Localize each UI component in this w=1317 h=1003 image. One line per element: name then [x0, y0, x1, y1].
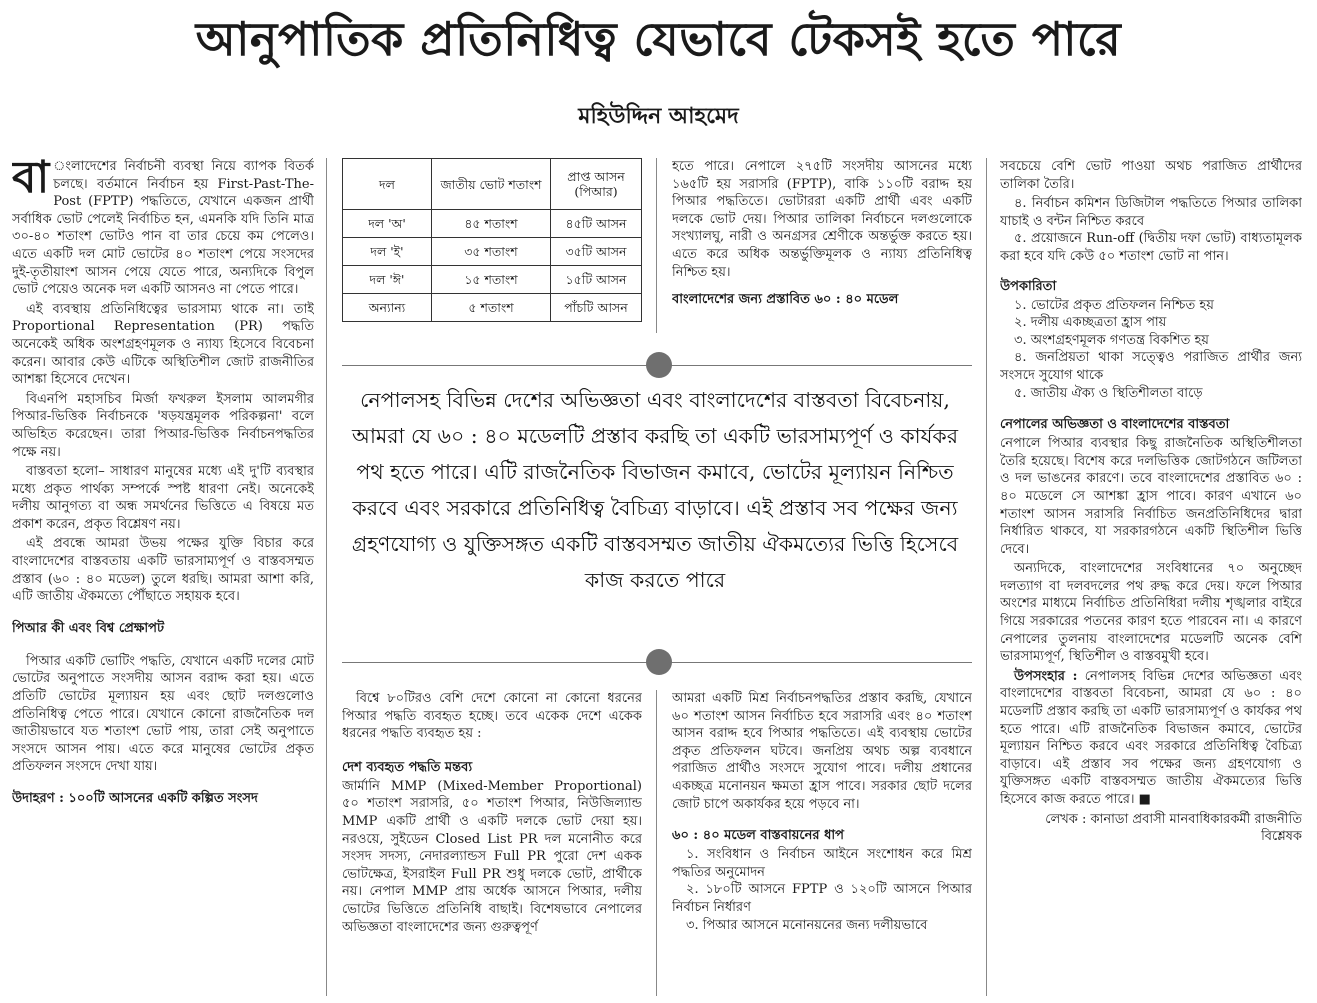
table-cell: ১৫ শতাংশ: [432, 266, 551, 294]
table-cell: ১৫টি আসন: [551, 266, 642, 294]
paragraph: সবচেয়ে বেশি ভোট পাওয়া অথচ পরাজিত প্রার্থীদের তালিকা তৈরি।: [1000, 159, 1302, 192]
column-divider: [656, 158, 657, 333]
drop-cap: বা: [12, 158, 50, 203]
table-header-cell: প্রাপ্ত আসন (পিআর): [551, 159, 642, 210]
pullquote-top-dot: [646, 352, 672, 378]
column-divider: [326, 158, 327, 996]
table-header-cell: জাতীয় ভোট শতাংশ: [432, 159, 551, 210]
table-cell: ৩৫ শতাংশ: [432, 238, 551, 266]
column-4: [1000, 158, 1302, 998]
paragraph: বিশ্বে ৮০টিরও বেশি দেশে কোনো না কোনো ধরনের পিআর পদ্ধতি ব্যবহৃত হচ্ছে। তবে একেক দেশে একেক ধরনের পদ্ধতি ব্যবহৃত হয় :: [342, 691, 642, 742]
paragraph: বিএনপি মহাসচিব মির্জা ফখরুল ইসলাম আলমগীর পিআর-ভিত্তিক নির্বাচনকে 'ষড়যন্ত্রমূলক পরিকল্পনা' বলে অভিহিত করেছেন। তারা পিআর-ভিত্তিক নির্বাচনপদ্ধতির পক্ষে নয়।: [12, 391, 314, 460]
section-heading: ৬০ : ৪০ মডেল বাস্তবায়নের ধাপ: [672, 828, 844, 844]
paragraph: এই প্রবন্ধে আমরা উভয় পক্ষের যুক্তি বিচার করে বাংলাদেশের বাস্তবতায় একটি ভারসাম্যপূর্ণ ও বাস্তবসম্মত প্রস্তাব (৬০ : ৪০ মডেল) তুলে ধরছি। আমরা আশা করি, এটি জাতীয় ঐকমত্যে পৌঁছাতে সহায়ক হবে।: [12, 536, 314, 605]
list-item: ৫. প্রয়োজনে Run-off (দ্বিতীয় দফা ভোট) বাধ্যতামূলক করা হবে যদি কেউ ৫০ শতাংশ ভোট না পান।: [1000, 231, 1302, 264]
list-item: ৫. জাতীয় ঐক্য ও স্থিতিশীলতা বাড়ে: [1014, 385, 1203, 401]
table-cell: ৪৫টি আসন: [551, 210, 642, 238]
list-item: ১. সংবিধান ও নির্বাচন আইনে সংশোধন করে মিশ্র পদ্ধতির অনুমোদন: [672, 847, 972, 880]
steps-list: [1000, 195, 1302, 265]
column-divider: [656, 690, 657, 996]
column-3-bottom: [672, 690, 972, 996]
column-3-top: [672, 158, 972, 338]
column-1: [12, 158, 314, 998]
conclusion-label: উপসংহার :: [1014, 668, 1078, 684]
list-item: ৩. পিআর আসনে মনোনয়নের জন্য দলীয়ভাবে: [686, 917, 928, 933]
list-item: ২. ১৮০টি আসনে FPTP ও ১২০টি আসনে পিআর নির্বাচন নির্ধারণ: [672, 882, 972, 915]
pullquote-bottom-dot: [646, 649, 672, 675]
section-heading: দেশ ব্যবহৃত পদ্ধতি মন্তব্য: [342, 759, 473, 775]
table-cell: ৫ শতাংশ: [432, 294, 551, 322]
section-heading: পিআর কী এবং বিশ্ব প্রেক্ষাপট: [12, 620, 165, 636]
steps-list: [672, 846, 972, 934]
benefits-list: [1000, 297, 1302, 403]
table-cell: পাঁচটি আসন: [551, 294, 642, 322]
list-item: ১. ভোটের প্রকৃত প্রতিফলন নিশ্চিত হয়: [1014, 297, 1214, 313]
table-cell: দল 'ঈ': [343, 266, 432, 294]
paragraph: জার্মানি MMP (Mixed-Member Proportional) ৫০ শতাংশ সরাসরি, ৫০ শতাংশ পিআর, নিউজিল্যান্ড MMP একটি প্রার্থী ও একটি দলকে ভোট দেয়া হয়। নরওয়ে, সুইডেন Closed List PR দল মনোনীত করে সংসদ সদস্য, নেদারল্যান্ডস Full PR পুরো দেশ একক ভোটক্ষেত্র, ইসরাইল Full PR শুধু দলকে ভোট, প্রার্থীকে নয়। নেপাল MMP প্রায় অর্ধেক আসনে পিআর, দলীয় ভোটের ভিত্তিতে প্রতিনিধি বাছাই। বিশেষভাবে নেপালের অভিজ্ঞতা বাংলাদেশের জন্য গুরুত্বপূর্ণ: [342, 778, 642, 935]
table-header-cell: দল: [343, 159, 432, 210]
table-row: [343, 210, 642, 238]
intro-paragraph: বা ংলাদেশের নির্বাচনী ব্যবস্থা নিয়ে ব্যাপক বিতর্ক চলছে। বর্তমানে নির্বাচন হয় First-Past-The-Post (FPTP) পদ্ধতিতে, যেখানে একজন প্রার্থী সর্বাধিক ভোট পেলেই নির্বাচিত হন, এমনকি যদি তিনি মাত্র ৩০-৪০ শতাংশ ভোটও পান বা তার চেয়ে কম পেলেও। এতে একটি দল মোট ভোটের ৪০ শতাংশ পেয়ে সংসদের দুই-তৃতীয়াংশ আসন পেয়ে যেতে পারে, অন্যদিকে বিপুল ভোট পেয়েও অনেক দল একটি আসনও না পেতে পারে।: [12, 158, 314, 298]
article-headline: আনুপাতিক প্রতিনিধিত্ব যেভাবে টেকসই হতে পারে: [195, 12, 1122, 66]
paragraph: বাস্তবতা হলো– সাধারণ মানুষের মধ্যে এই দু'টি ব্যবস্থার মধ্যে প্রকৃত পার্থক্য সম্পর্কে স্পষ্ট ধারণা নেই। অনেকেই দলীয় আনুগত্য বা অন্ধ সমর্থনের ভিত্তিতে এ বিষয়ে মত প্রকাশ করেন, প্রকৃত বিশ্লেষণ নয়।: [12, 464, 314, 532]
paragraph: অন্যদিকে, বাংলাদেশের সংবিধানের ৭০ অনুচ্ছেদ দলত্যাগ বা দলবদলের পথ রুদ্ধ করে দেয়। ফলে পিআর অংশের মাধ্যমে নির্বাচিত প্রতিনিধিরা দলীয় শৃঙ্খলার বাইরে গিয়ে সরকারের পতনের কারণ হতে পারবেন না। এ কারণে নেপালের তুলনায় বাংলাদেশের মডেলটি অনেক বেশি ভারসাম্যপূর্ণ, স্থিতিশীল ও বাস্তবমুখী হবে।: [1000, 561, 1302, 665]
author-byline: মহিউদ্দিন আহমেদ: [578, 103, 739, 129]
table-cell: ৩৫টি আসন: [551, 238, 642, 266]
table-header-row: [343, 159, 642, 210]
table-cell: অন্যান্য: [343, 294, 432, 322]
section-heading: বাংলাদেশের জন্য প্রস্তাবিত ৬০ : ৪০ মডেল: [672, 292, 899, 308]
table-cell: দল 'ই': [343, 238, 432, 266]
table-row: [343, 294, 642, 322]
list-item: ৪. নির্বাচন কমিশন ডিজিটাল পদ্ধতিতে পিআর তালিকা যাচাই ও বন্টন নিশ্চিত করবে: [1000, 196, 1302, 229]
table-row: [343, 238, 642, 266]
column-2-bottom: [342, 690, 642, 996]
column-divider: [986, 158, 987, 996]
section-heading: নেপালের অভিজ্ঞতা ও বাংলাদেশের বাস্তবতা: [1000, 417, 1230, 433]
section-heading: উদাহরণ : ১০০টি আসনের একটি কল্পিত সংসদ: [12, 791, 258, 806]
pull-quote: নেপালসহ বিভিন্ন দেশের অভিজ্ঞতা এবং বাংলাদেশের বাস্তবতা বিবেচনায়, আমরা যে ৬০ : ৪০ মডেলটি প্রস্তাব করছি তা একটি ভারসাম্যপূর্ণ ও কার্যকর পথ হতে পারে। এটি রাজনৈতিক বিভাজন কমাবে, ভোটের মূল্যায়ন নিশ্চিত করবে এবং সরকারে প্রতিনিধিত্ব বৈচিত্র্য বাড়াবে। এই প্রস্তাব সব পক্ষের জন্য গ্রহণযোগ্য ও যুক্তিসঙ্গত একটি বাস্তবসম্মত জাতীয় ঐকমত্যের ভিত্তি হিসেবে কাজ করতে পারে: [351, 388, 959, 592]
paragraph: আমরা একটি মিশ্র নির্বাচনপদ্ধতির প্রস্তাব করছি, যেখানে ৬০ শতাংশ আসন নির্বাচিত হবে সরাসরি এবং ৪০ শতাংশ আসন বরাদ্দ হবে পিআর পদ্ধতিতে। এই ব্যবস্থায় ভোটের প্রকৃত প্রতিফলন ঘটবে। জনপ্রিয় অথচ অল্প ব্যবধানে পরাজিত প্রার্থীও সংসদে সুযোগ পাবে। দলীয় প্রধানের একচ্ছত্র মনোনয়ন ক্ষমতা হ্রাস পাবে। সরকার ছোট দলের জোট চাপে অকার্যকর হয়ে পড়বে না।: [672, 691, 972, 812]
conclusion-paragraph: উপসংহার : নেপালসহ বিভিন্ন দেশের অভিজ্ঞতা এবং বাংলাদেশের বাস্তবতা বিবেচনা, আমরা যে ৬০ : ৪০ মডেলটি প্রস্তাব করছি তা একটি ভারসাম্যপূর্ণ ও কার্যকর পথ হতে পারে। এটি রাজনৈতিক বিভাজন কমাবে, ভোটের মূল্যায়ন নিশ্চিত করবে এবং সরকারে প্রতিনিধিত্ব বৈচিত্র্য বাড়াবে। এই প্রস্তাব সব পক্ষের জন্য গ্রহণযোগ্য ও যুক্তিসঙ্গত একটি বাস্তবসম্মত জাতীয় ঐকমত্যের ভিত্তি হিসেবে কাজ করতে পারে। ■: [1000, 668, 1302, 807]
paragraph: এই ব্যবস্থায় প্রতিনিধিত্বের ভারসাম্য থাকে না। তাই Proportional Representation (PR) পদ্ধতি অনেকেই অধিক অংশগ্রহণমূলক ও ন্যায্য হিসেবে বিবেচনা করেন। আবার কেউ এটিকে অস্থিতিশীল জোট রাজনীতির আশঙ্কা হিসেবে দেখেন।: [12, 301, 314, 388]
table-cell: দল 'অ': [343, 210, 432, 238]
vote-table: [342, 158, 642, 322]
paragraph: পিআর একটি ভোটিং পদ্ধতি, যেখানে একটি দলের মোট ভোটের অনুপাতে সংসদীয় আসন বরাদ্দ করা হয়। এতে প্রতিটি ভোটের মূল্যায়ন হয় এবং ছোট দলগুলোও প্রতিনিধিত্ব পেতে পারে। যেখানে কোনো রাজনৈতিক দল জাতীয়ভাবে যত শতাংশ ভোট পায়, তারা সেই অনুপাতে সংসদে আসন পায়। এতে করে মানুষের ভোটের প্রকৃত প্রতিফলন সংসদে দেখা যায়।: [12, 653, 314, 775]
paragraph: নেপালে পিআর ব্যবস্থার কিছু রাজনৈতিক অস্থিতিশীলতা তৈরি হয়েছে। বিশেষ করে দলভিত্তিক জোটগঠনে জটিলতা ও দল ভাঙনের কারণে। তবে বাংলাদেশের প্রস্তাবিত ৬০ : ৪০ মডেলে সে আশঙ্কা হ্রাস পাবে। কারণ এখানে ৬০ শতাংশ আসন সরাসরি নির্বাচিত জনপ্রতিনিধিদের দ্বারা নির্ধারিত থাকবে, যা সরকারগঠনে একটি স্থিতিশীল ভিত্তি দেবে।: [1000, 436, 1302, 557]
table-cell: ৪৫ শতাংশ: [432, 210, 551, 238]
paragraph: হতে পারে। নেপালে ২৭৫টি সংসদীয় আসনের মধ্যে ১৬৫টি হয় সরাসরি (FPTP), বাকি ১১০টি বরাদ্দ হয় পিআর পদ্ধতিতে। ভোটাররা একটি প্রার্থী এবং একটি দলকে ভোট দেয়। পিআর তালিকা নির্বাচনে দলগুলোকে সংখ্যালঘু, নারী ও অনগ্রসর শ্রেণীকে অন্তর্ভুক্ত করতে হয়। এতে করে অধিক অন্তর্ভুক্তিমূলক ও ন্যায্য প্রতিনিধিত্ব নিশ্চিত হয়।: [672, 159, 972, 280]
list-item: ৪. জনপ্রিয়তা থাকা সত্ত্বেও পরাজিত প্রার্থীর জন্য সংসদে সুযোগ থাকে: [1000, 350, 1302, 383]
table-row: [343, 266, 642, 294]
author-note: লেখক : কানাডা প্রবাসী মানবাধিকারকর্মী রাজনীতি বিশ্লেষক: [1045, 811, 1302, 845]
list-item: ২. দলীয় একচ্ছত্রতা হ্রাস পায়: [1014, 315, 1167, 331]
list-item: ৩. অংশগ্রহণমূলক গণতন্ত্র বিকশিত হয়: [1014, 332, 1209, 348]
section-heading: উপকারিতা: [1000, 278, 1057, 294]
